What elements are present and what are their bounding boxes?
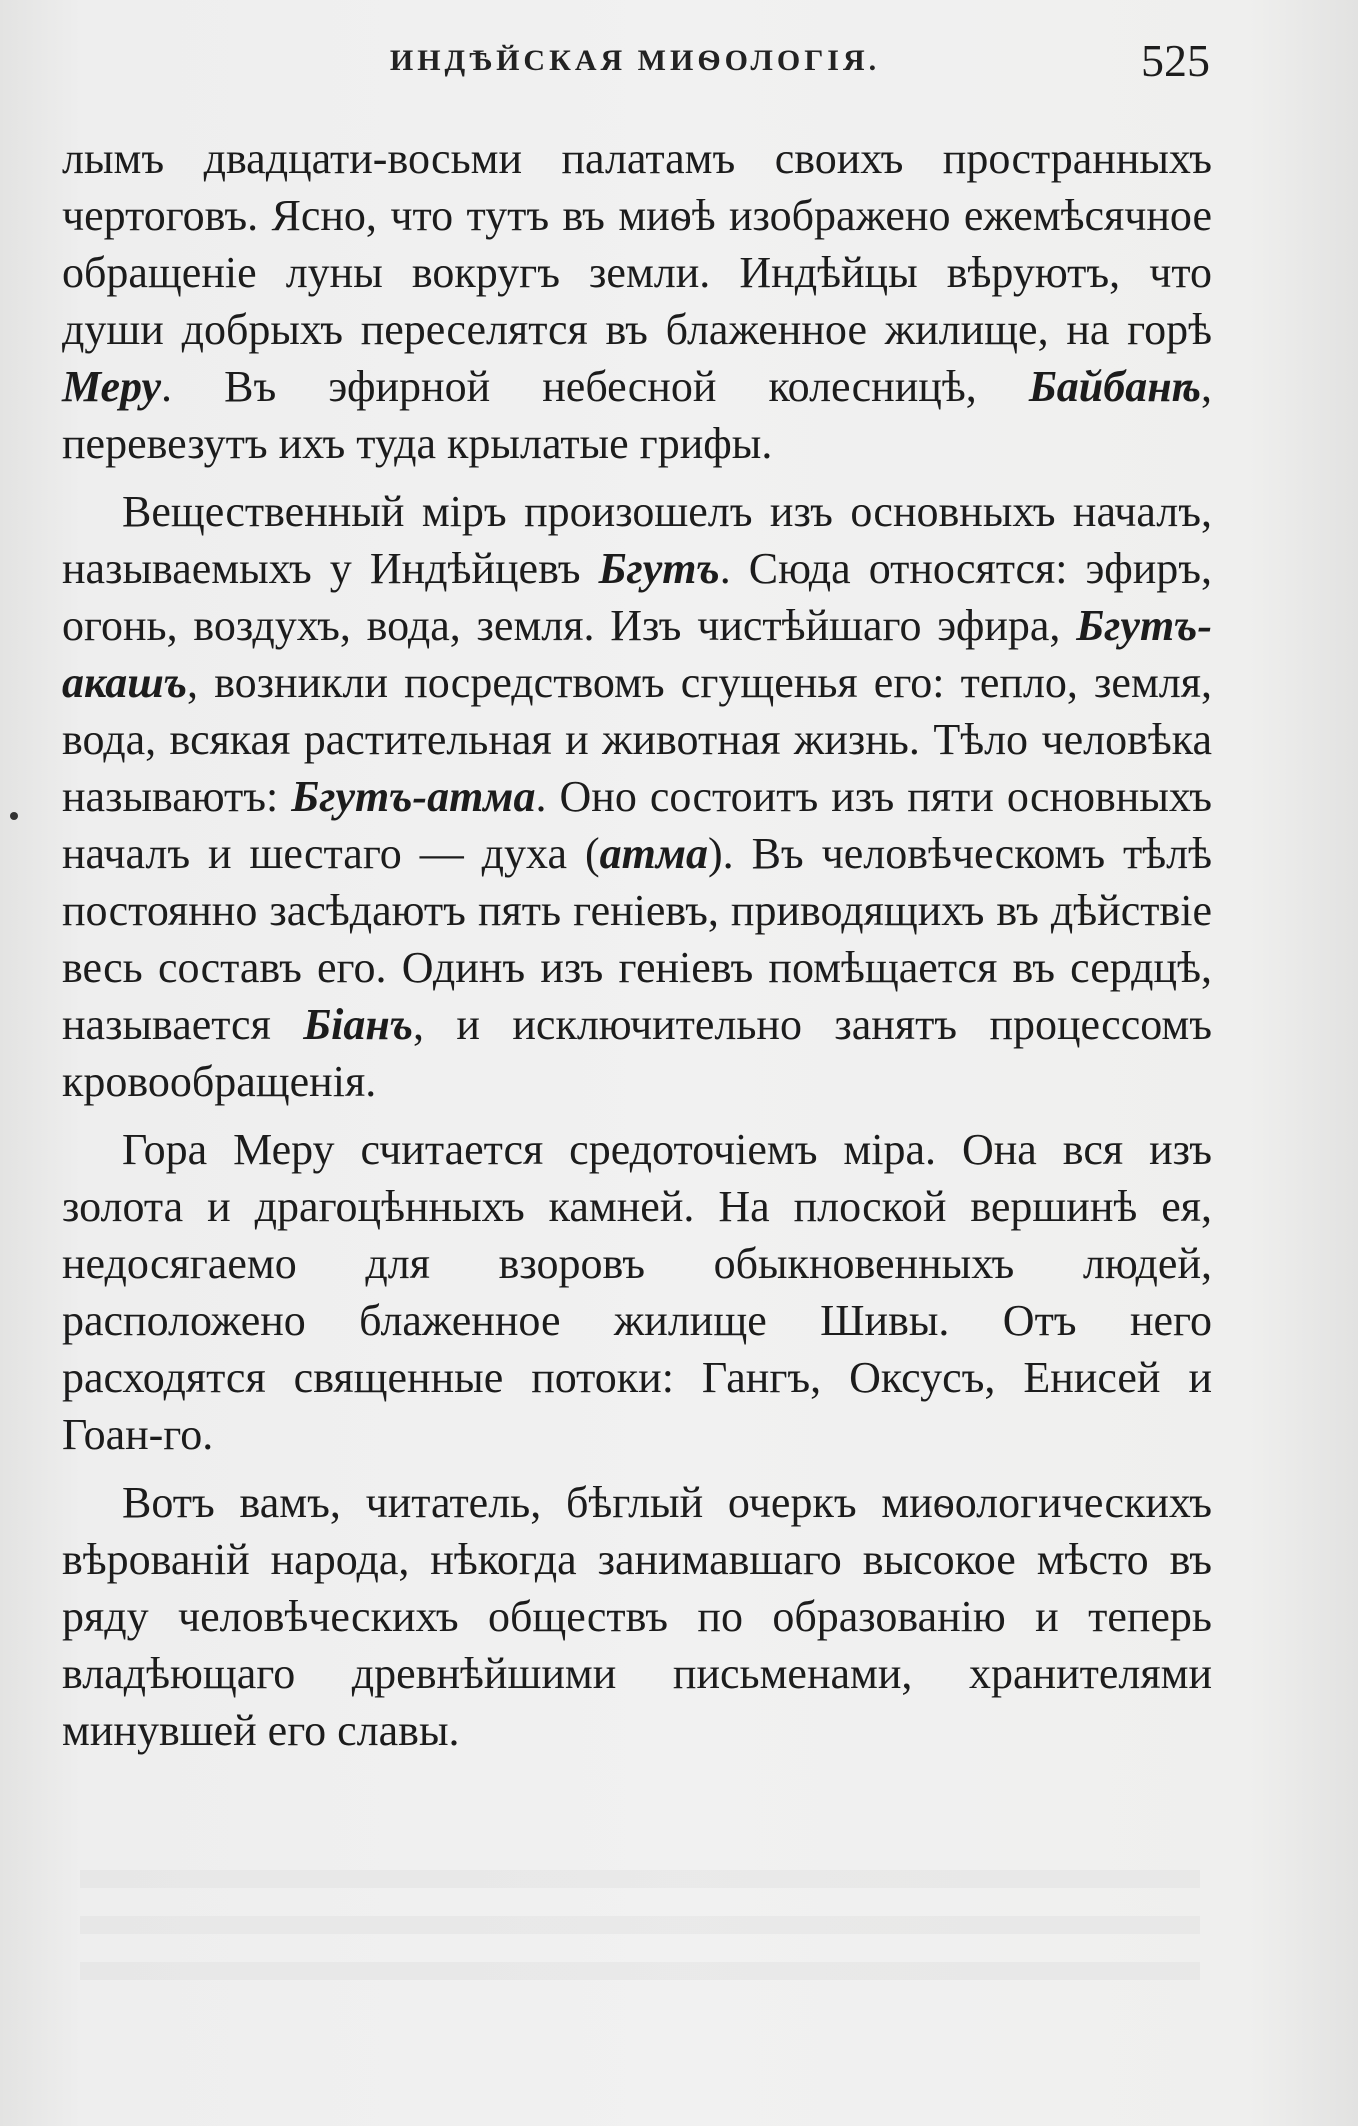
bleed-through-text xyxy=(80,1870,1200,1990)
paragraph xyxy=(62,1121,1212,1463)
body-text xyxy=(62,130,1212,1770)
text-run: , перевезутъ ихъ туда крылатые грифы. xyxy=(62,362,1212,468)
text-run: . Въ эфирной небесной колесницѣ, xyxy=(160,362,1029,411)
paragraph xyxy=(62,130,1212,472)
text-run: . Оно состоитъ изъ пяти основныхъ началъ и шестаго — духа ( xyxy=(62,772,1212,878)
text-run: , возникли посредствомъ сгущенья его: тепло, земля, вода, всякая растительная и животная жизнь. Тѣло человѣка называютъ: xyxy=(62,658,1212,821)
margin-dot xyxy=(10,812,18,820)
text-run: ). Въ человѣческомъ тѣлѣ постоянно засѣдаютъ пять геніевъ, приводящихъ въ дѣйствіе весь составъ его. Одинъ изъ геніевъ помѣщается въ сердцѣ, называется xyxy=(62,829,1212,1049)
page-number: 525 xyxy=(1141,35,1210,86)
italic-term: Байбанѣ xyxy=(1028,362,1201,411)
text-run: Вещественный міръ произошелъ изъ основныхъ началъ, называемыхъ у Индѣйцевъ xyxy=(62,487,1212,593)
text-run: Вотъ вамъ, читатель, бѣглый очеркъ миѳологическихъ вѣрованій народа, нѣкогда занимавшаго высокое мѣсто въ ряду человѣческихъ обществъ по образованію и теперь владѣющаго древнѣйшими письменами, хранителями минувшей его славы. xyxy=(62,1478,1212,1755)
italic-term: Меру xyxy=(62,362,161,411)
paragraph xyxy=(62,483,1212,1110)
text-run: Гора Меру считается средоточіемъ міра. Она вся изъ золота и драгоцѣнныхъ камней. На плоской вершинѣ ея, недосягаемо для взоровъ обыкновенныхъ людей, расположено блаженное жилище Шивы. Отъ него расходятся священные потоки: Гангъ, Оксусъ, Енисей и Гоан-го. xyxy=(62,1125,1212,1459)
italic-term: атма xyxy=(599,829,708,878)
italic-term: Бгутъ-акашъ xyxy=(62,601,1212,707)
italic-term: Біанъ xyxy=(303,1000,414,1049)
italic-term: Бгутъ-атма xyxy=(291,772,536,821)
page-header xyxy=(60,35,1210,88)
text-run: , и исключительно занятъ процессомъ кровообращенія. xyxy=(62,1000,1212,1106)
paragraph xyxy=(62,1474,1212,1759)
text-run: лымъ двадцати-восьми палатамъ своихъ пространныхъ чертоговъ. Ясно, что тутъ въ миѳѣ изображено ежемѣсячное обращеніе луны вокругъ земли. Индѣйцы вѣруютъ, что души добрыхъ переселятся въ блаженное жилище, на горѣ xyxy=(62,134,1212,354)
italic-term: Бгутъ xyxy=(598,544,720,593)
text-run: . Сюда относятся: эфиръ, огонь, воздухъ, вода, земля. Изъ чистѣйшаго эфира, xyxy=(62,544,1212,650)
running-title: ИНДѢЙСКАЯ МИѲОЛОГІЯ. xyxy=(389,44,881,77)
